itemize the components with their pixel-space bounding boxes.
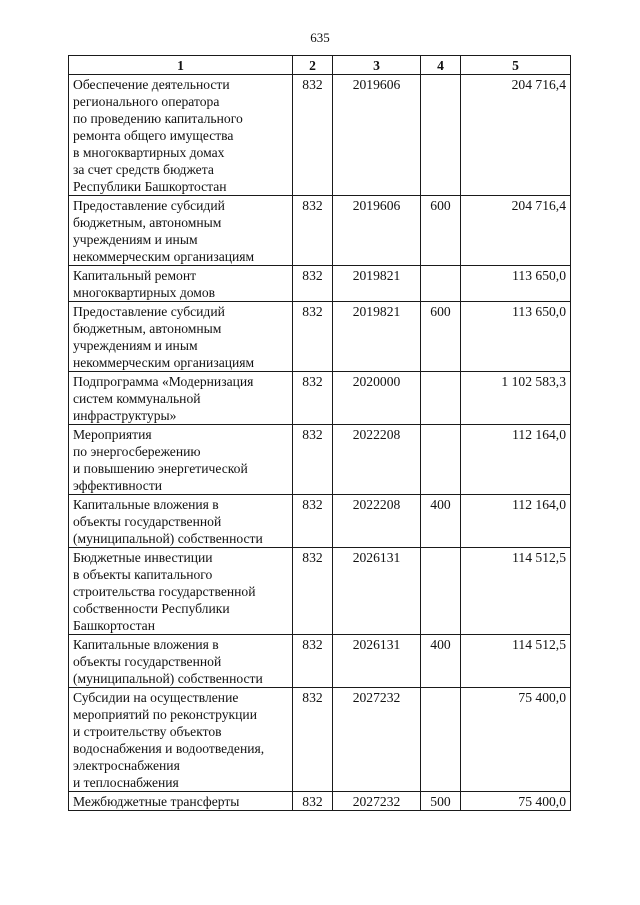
row-ministry-code: 832: [293, 548, 333, 635]
row-amount: 112 164,0: [461, 425, 571, 495]
row-description: Мероприятия по энергосбережению и повышению энергетической эффективности: [69, 425, 293, 495]
table-row: [69, 425, 571, 495]
row-ministry-code: 832: [293, 266, 333, 302]
row-ministry-code: 832: [293, 792, 333, 811]
row-description: Межбюджетные трансферты: [69, 792, 293, 811]
row-description: Капитальный ремонт многоквартирных домов: [69, 266, 293, 302]
row-description: Капитальные вложения в объекты государственной (муниципальной) собственности: [69, 495, 293, 548]
column-header-3: 3: [333, 56, 421, 75]
row-expense-type: 500: [421, 792, 461, 811]
row-description: Бюджетные инвестиции в объекты капитального строительства государственной собственности Республики Башкортостан: [69, 548, 293, 635]
row-target-code: 2019606: [333, 75, 421, 196]
row-target-code: 2020000: [333, 372, 421, 425]
column-header-5: 5: [461, 56, 571, 75]
table-row: [69, 372, 571, 425]
row-expense-type: 600: [421, 302, 461, 372]
table-row: [69, 196, 571, 266]
row-amount: 75 400,0: [461, 792, 571, 811]
row-expense-type: [421, 548, 461, 635]
row-target-code: 2022208: [333, 495, 421, 548]
row-target-code: 2026131: [333, 548, 421, 635]
row-expense-type: [421, 266, 461, 302]
row-expense-type: 600: [421, 196, 461, 266]
row-ministry-code: 832: [293, 302, 333, 372]
page-number: 635: [310, 30, 330, 45]
row-target-code: 2022208: [333, 425, 421, 495]
column-header-2: 2: [293, 56, 333, 75]
table-row: [69, 302, 571, 372]
row-amount: 114 512,5: [461, 635, 571, 688]
row-ministry-code: 832: [293, 688, 333, 792]
row-target-code: 2019821: [333, 266, 421, 302]
row-expense-type: [421, 372, 461, 425]
row-ministry-code: 832: [293, 75, 333, 196]
row-ministry-code: 832: [293, 495, 333, 548]
table-row: [69, 266, 571, 302]
row-description: Капитальные вложения в объекты государственной (муниципальной) собственности: [69, 635, 293, 688]
row-ministry-code: 832: [293, 196, 333, 266]
row-description: Предоставление субсидий бюджетным, автономным учреждениям и иным некоммерческим организациям: [69, 196, 293, 266]
row-expense-type: 400: [421, 495, 461, 548]
budget-table: [68, 55, 571, 811]
row-amount: 112 164,0: [461, 495, 571, 548]
row-target-code: 2027232: [333, 688, 421, 792]
row-expense-type: [421, 688, 461, 792]
row-target-code: 2026131: [333, 635, 421, 688]
row-amount: 204 716,4: [461, 196, 571, 266]
row-description: Субсидии на осуществление мероприятий по реконструкции и строительству объектов водоснабжения и водоотведения, электроснабжения и теплоснабжения: [69, 688, 293, 792]
table-row: [69, 75, 571, 196]
row-ministry-code: 832: [293, 425, 333, 495]
row-description: Обеспечение деятельности регионального оператора по проведению капитального ремонта общего имущества в многоквартирных домах за счет средств бюджета Республики Башкортостан: [69, 75, 293, 196]
row-amount: 204 716,4: [461, 75, 571, 196]
table-row: [69, 635, 571, 688]
row-ministry-code: 832: [293, 635, 333, 688]
table-body: [69, 75, 571, 811]
row-target-code: 2027232: [333, 792, 421, 811]
row-description: Предоставление субсидий бюджетным, автономным учреждениям и иным некоммерческим организациям: [69, 302, 293, 372]
column-header-4: 4: [421, 56, 461, 75]
row-expense-type: [421, 425, 461, 495]
table-row: [69, 495, 571, 548]
row-amount: 1 102 583,3: [461, 372, 571, 425]
row-expense-type: [421, 75, 461, 196]
table-row: [69, 688, 571, 792]
row-target-code: 2019606: [333, 196, 421, 266]
column-header-1: 1: [69, 56, 293, 75]
row-target-code: 2019821: [333, 302, 421, 372]
row-amount: 114 512,5: [461, 548, 571, 635]
table-row: [69, 792, 571, 811]
row-ministry-code: 832: [293, 372, 333, 425]
row-amount: 113 650,0: [461, 266, 571, 302]
row-description: Подпрограмма «Модернизация систем коммунальной инфраструктуры»: [69, 372, 293, 425]
row-amount: 113 650,0: [461, 302, 571, 372]
row-expense-type: 400: [421, 635, 461, 688]
table-header-row: [69, 56, 571, 75]
row-amount: 75 400,0: [461, 688, 571, 792]
table-row: [69, 548, 571, 635]
